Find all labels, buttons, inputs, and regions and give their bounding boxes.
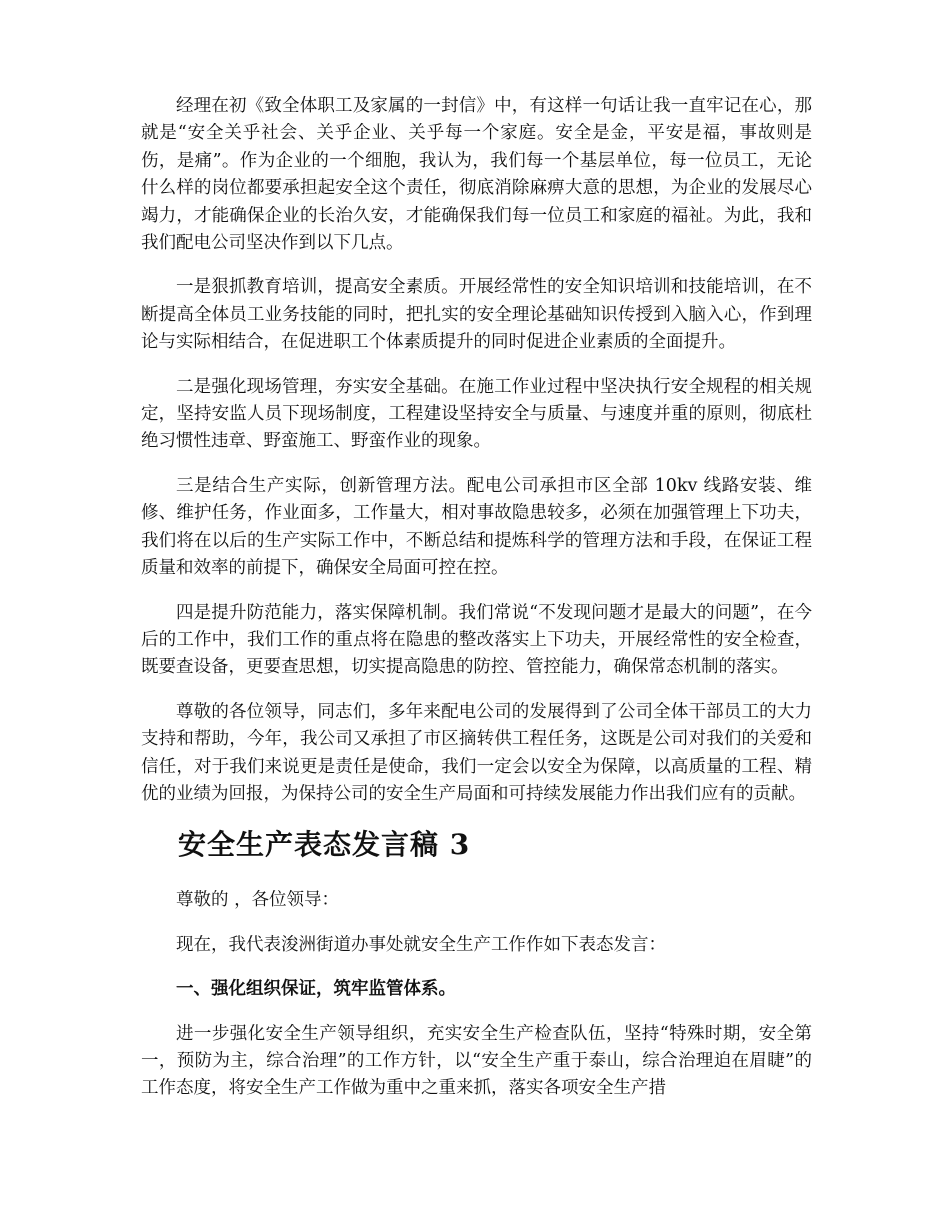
greeting: 尊敬的 ，各位领导： xyxy=(176,890,340,911)
subsection-title: 一、强化组织保证，筑牢监管体系。 xyxy=(176,979,456,1000)
document-page xyxy=(141,93,812,1120)
section-heading: 安全生产表态发言稿 3 xyxy=(178,828,471,862)
paragraph-organization: 进一步强化安全生产领导组织，充实安全生产检查队伍，坚持“特殊时期，安全第一，预防为主，综合治理”的工作方针，以“安全生产重于泰山，综合治理迫在眉睫”的工作态度，将安全生产工作做为重中之重来抓，落实各项安全生产措 xyxy=(141,1023,812,1099)
intro-statement: 现在，我代表浚洲街道办事处就安全生产工作作如下表态发言： xyxy=(176,934,666,955)
paragraph-point-three: 三是结合生产实际，创新管理方法。配电公司承担市区全部 10kv 线路安装、维修、维护任务，作业面多，工作量大，相对事故隐患较多，必须在加强管理上下功夫，我们将在以后的生产实际工作中，不断总结和提炼科学的管理方法和手段，在保证工程质量和效率的前提下，确保安全局面可控在控。 xyxy=(141,475,812,579)
paragraph-letter-intro: 经理在初《致全体职工及家属的一封信》中，有这样一句话让我一直牢记在心，那就是“安全关乎社会、关乎企业、关乎每一个家庭。安全是金，平安是福，事故则是伤，是痛”。作为企业的一个细胞，我认为，我们每一个基层单位，每一位员工，无论什么样的岗位都要承担起安全这个责任，彻底消除麻痹大意的思想，为企业的发展尽心竭力，才能确保企业的长治久安，才能确保我们每一位员工和家庭的福祉。为此，我和我们配电公司坚决作到以下几点。 xyxy=(141,96,812,254)
paragraph-closing: 尊敬的各位领导，同志们，多年来配电公司的发展得到了公司全体干部员工的大力支持和帮助，今年，我公司又承担了市区摘转供工程任务，这既是公司对我们的关爱和信任，对于我们来说更是责任是使命，我们一定会以安全为保障，以高质量的工程、精优的业绩为回报，为保持公司的安全生产局面和可持续发展能力作出我们应有的贡献。 xyxy=(141,701,812,804)
paragraph-point-four: 四是提升防范能力，落实保障机制。我们常说“不发现问题才是最大的问题”，在今后的工作中，我们工作的重点将在隐患的整改落实上下功夫，开展经常性的安全检查，既要查设备，更要查思想，切实提高隐患的防控、管控能力，确保常态机制的落实。 xyxy=(141,602,812,678)
paragraph-point-two: 二是强化现场管理，夯实安全基础。在施工作业过程中坚决执行安全规程的相关规定，坚持安监人员下现场制度，工程建设坚持安全与质量、与速度并重的原则，彻底杜绝习惯性违章、野蛮施工、野蛮作业的现象。 xyxy=(141,376,812,452)
paragraph-point-one: 一是狠抓教育培训，提高安全素质。开展经常性的安全知识培训和技能培训，在不断提高全体员工业务技能的同时，把扎实的安全理论基础知识传授到入脑入心，作到理论与实际相结合，在促进职工个体素质提升的同时促进企业素质的全面提升。 xyxy=(141,277,812,353)
